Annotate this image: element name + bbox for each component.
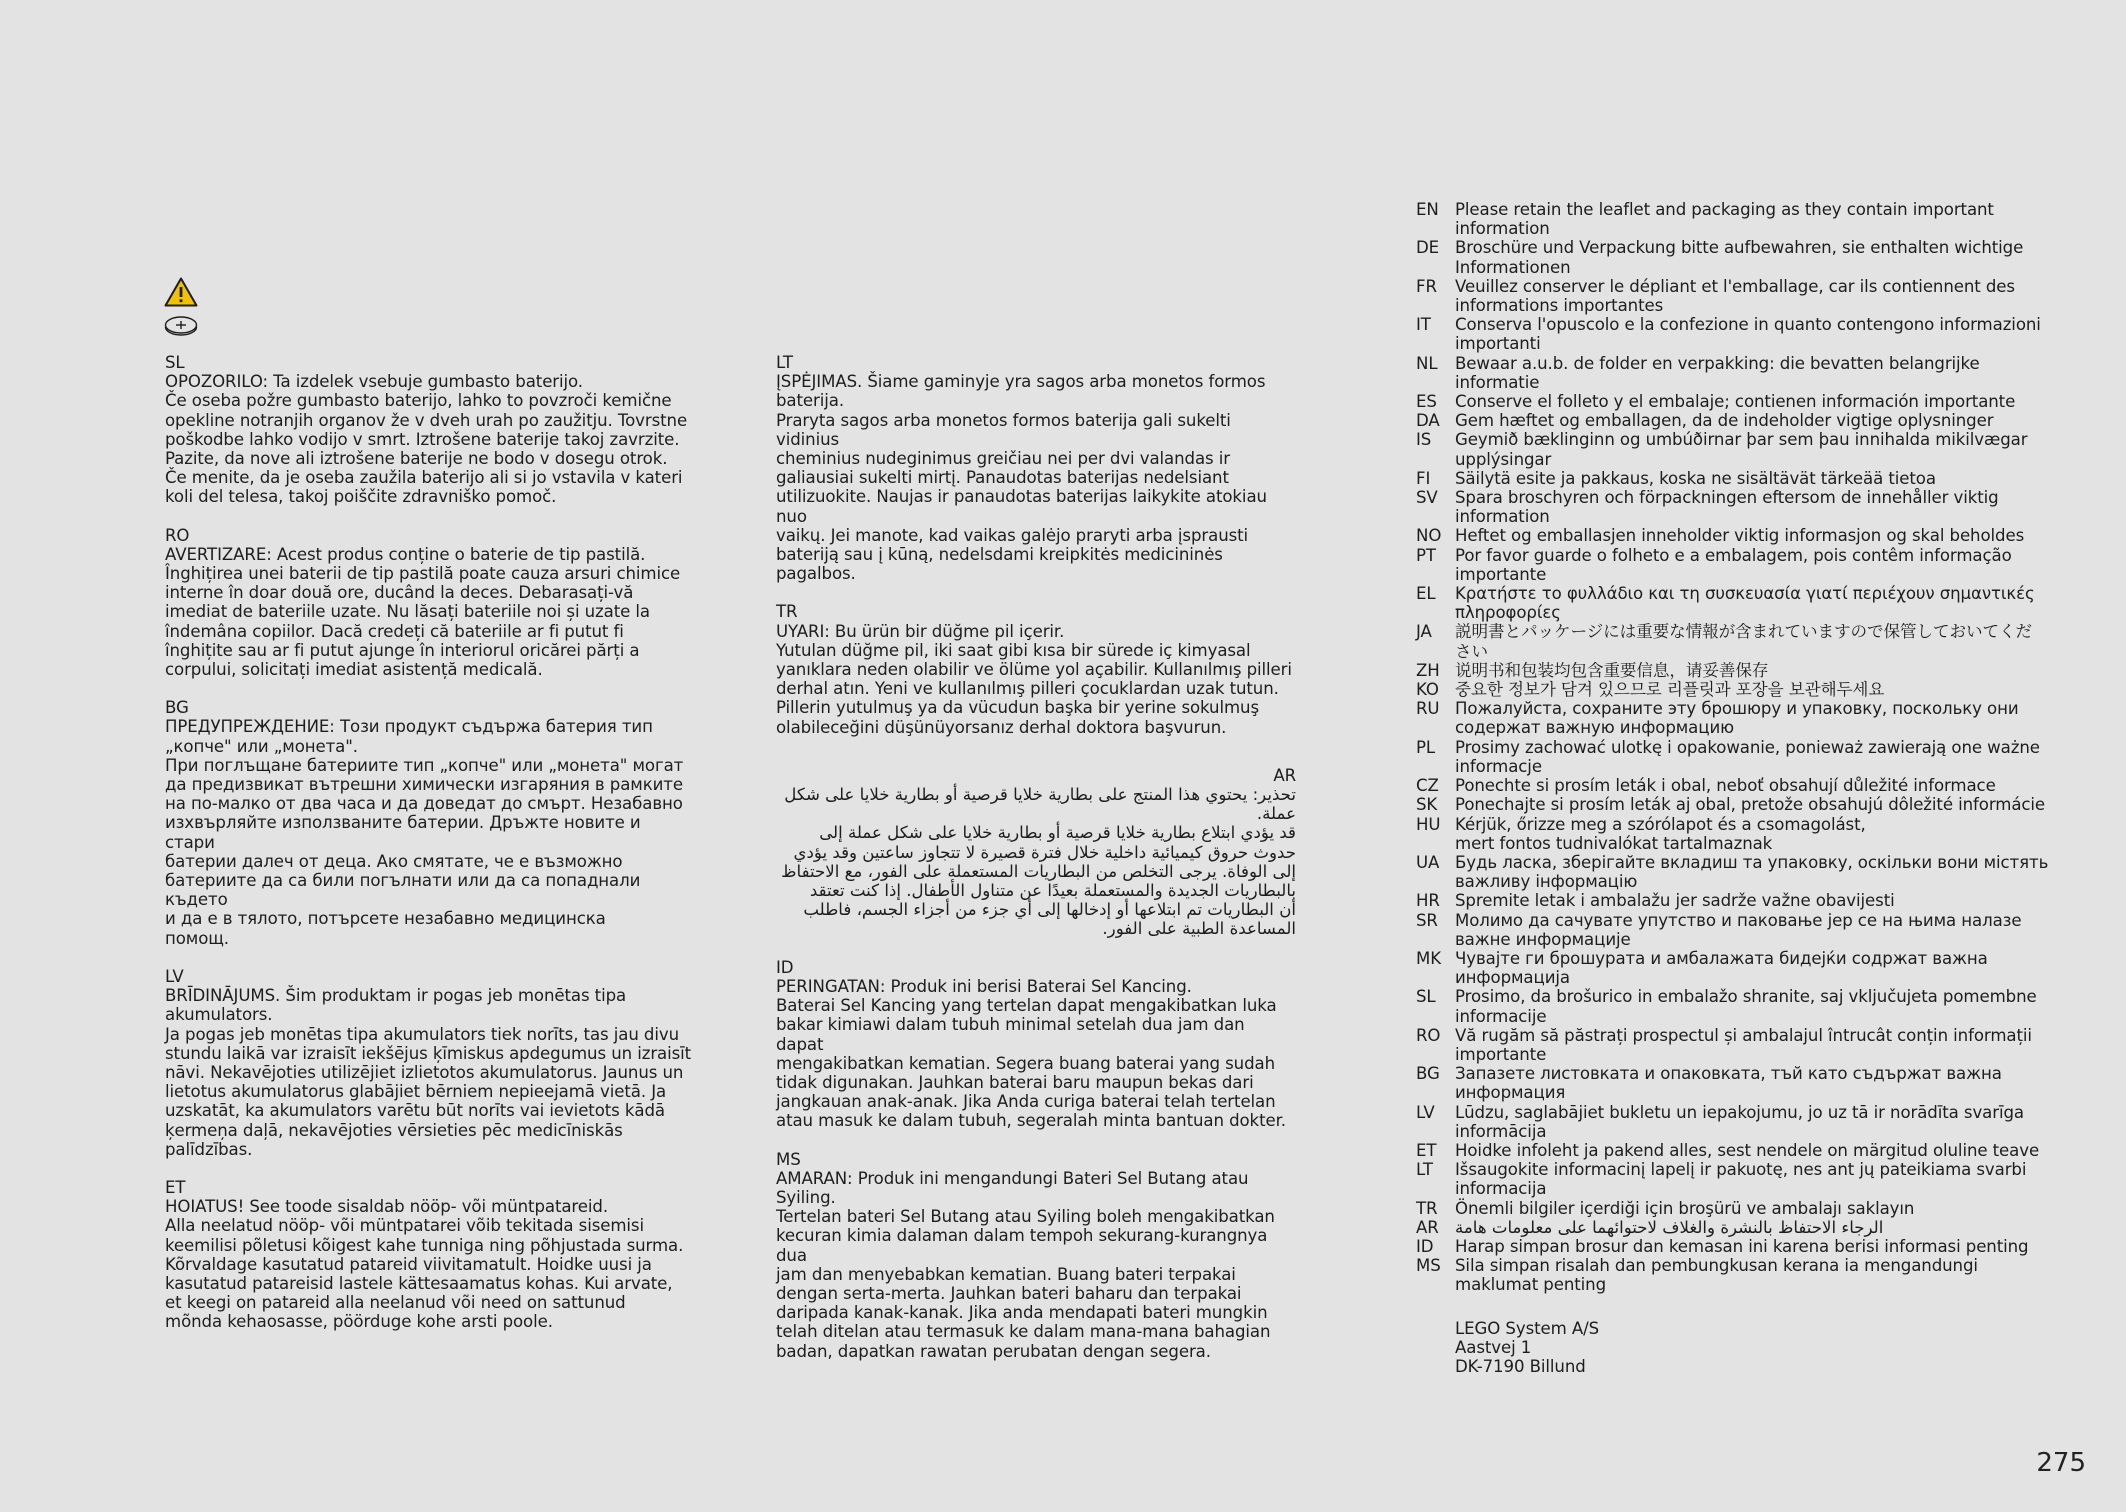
retain-notice-pl xyxy=(1416,757,2052,776)
language-code: ZH xyxy=(1416,660,1440,680)
warnings-column-middle xyxy=(776,353,1296,1380)
warning-line: înghițite sau ar fi putut ajunge în interiorul oricărei părți a xyxy=(165,640,640,660)
language-code: NO xyxy=(1416,526,1442,546)
retain-notice-es xyxy=(1416,392,2052,411)
notice-text: πληροφορίες xyxy=(1455,603,1561,623)
retain-notice-ar xyxy=(1416,1218,2052,1237)
language-code: LV xyxy=(1416,1102,1435,1122)
warning-line: батериите да са били погълнати или да са попаднали където xyxy=(165,871,641,910)
warning-line: telah ditelan atau termasuk ke dalam mana-mana bahagian xyxy=(776,1322,1271,1342)
warning-line: poškodbe lahko vodijo v smrt. Iztrošene baterije takoj zavrzite. xyxy=(165,429,680,449)
warning-line: galiausiai sukelti mirtį. Panaudotas baterijas nedelsiant xyxy=(776,468,1229,488)
address-company: LEGO System A/S xyxy=(1455,1318,1600,1338)
notice-text: Išsaugokite informacinį lapelį ir pakuotę, nes ant jų pateikiama svarbi xyxy=(1455,1160,2027,1180)
notice-text: mert fontos tudnivalókat tartalmaznak xyxy=(1455,833,1773,853)
retain-notice-bg xyxy=(1416,1083,2052,1102)
warning-line: yanıklara neden olabilir ve ölüme yol açabilir. Kullanılmış pilleri xyxy=(776,660,1292,680)
warning-line: Syiling. xyxy=(776,1187,836,1207)
notice-text: Sila simpan risalah dan pembungkusan kerana ia mengandungi xyxy=(1455,1256,1978,1276)
language-code: LV xyxy=(165,966,184,986)
notice-text: Prosimy zachować ulotkę i opakowanie, ponieważ zawierają one ważne xyxy=(1455,737,2040,757)
notice-text: Κρατήστε το φυλλάδιο και τη συσκευασία γιατί περιέχουν σημαντικές xyxy=(1455,584,2035,604)
notice-text: информација xyxy=(1455,968,1570,988)
retain-notice-ms xyxy=(1416,1275,2052,1294)
language-code xyxy=(1416,1122,1455,1141)
warning-line: أن البطاريات تم ابتلاعها أو إدخالها إلى أي جزء من أجزاء الجسم، فاطلب xyxy=(803,900,1296,920)
retain-notice-it xyxy=(1416,315,2052,334)
retain-notice-pl xyxy=(1416,738,2052,757)
retain-notice-zh xyxy=(1416,661,2052,680)
notice-text: Ponechajte si prosím leták aj obal, pretože obsahujú dôležité informácie xyxy=(1455,795,2046,815)
notice-text: informatie xyxy=(1455,372,1540,392)
notice-text: الرجاء الاحتفاظ بالنشرة والغلاف لاحتوائهما على معلومات هامة xyxy=(1455,1217,1884,1237)
language-code: SK xyxy=(1416,795,1438,815)
retain-notice-sr xyxy=(1416,930,2052,949)
warning-line: Pillerin yutulmuş ya da vücudun başka bir yerine sokulmuş xyxy=(776,698,1259,718)
language-code xyxy=(1416,450,1455,469)
language-code: PT xyxy=(1416,545,1436,565)
warning-line: عملة. xyxy=(1256,804,1296,824)
language-code xyxy=(1416,373,1455,392)
language-code: IT xyxy=(1416,315,1431,335)
retain-notice-sv xyxy=(1416,488,2052,507)
warning-line: батерии далеч от деца. Ако смятате, че е възможно xyxy=(165,851,623,871)
notice-text: Prosimo, da brošurico in embalažo shranite, saj vključujeta pomembne xyxy=(1455,987,2037,1007)
language-code: AR xyxy=(1273,765,1296,785)
retain-notice-en xyxy=(1416,200,2052,219)
language-code: EN xyxy=(1416,200,1439,219)
warning-line: PERINGATAN: Produk ini berisi Baterai Sel Kancing. xyxy=(776,976,1192,996)
language-code xyxy=(1416,258,1455,277)
warning-line: interne în doar două ore, ducând la deces. Debarasați-vă xyxy=(165,583,634,603)
language-code: FR xyxy=(1416,276,1437,296)
warning-line: إلى الوفاة. يرجى التخلص من البطاريات المستعملة على الفور، مع الاحتفاظ xyxy=(781,861,1296,881)
retain-notice-ua xyxy=(1416,872,2052,891)
notice-text: maklumat penting xyxy=(1455,1275,1607,1295)
warning-line: jangkauan anak-anak. Jika Anda curiga baterai telah tertelan xyxy=(776,1092,1276,1112)
language-code xyxy=(1416,565,1455,584)
notice-text: Hoidke infoleht ja pakend alles, sest nendele on märgitud oluline teave xyxy=(1455,1140,2040,1160)
notice-text: Please retain the leaflet and packaging as they contain important xyxy=(1455,200,1994,219)
notice-text: 説明書とパッケージには重要な情報が含まれていますので保管しておいてくだ xyxy=(1455,622,2032,642)
warning-line: keemilisi põletusi kõigest kahe tunniga ning põhjustada surma. xyxy=(165,1235,684,1255)
warning-line: Ja pogas jeb monētas tipa akumulators tiek norīts, tas jau divu xyxy=(165,1024,680,1044)
notice-text: Informationen xyxy=(1455,257,1571,277)
language-code xyxy=(1416,757,1455,776)
retain-notice-bg xyxy=(1416,1064,2052,1083)
notice-text: さい xyxy=(1455,641,1488,661)
address-street: Aastvej 1 xyxy=(1455,1337,1532,1357)
warning-line: opekline notranjih organov že v dveh urah po zaužitju. Tovrstne xyxy=(165,410,688,430)
notice-text: Broschüre und Verpackung bitte aufbewahren, sie enthalten wichtige xyxy=(1455,238,2024,258)
retain-notice-et xyxy=(1416,1141,2052,1160)
language-code: MS xyxy=(776,1149,801,1169)
notice-text: Spara broschyren och förpackningen eftersom de innehåller viktig xyxy=(1455,488,1999,508)
warning-line: UYARI: Bu ürün bir düğme pil içerir. xyxy=(776,621,1065,641)
notice-text: importante xyxy=(1455,564,1547,584)
notice-text: Veuillez conserver le dépliant et l'emballage, car ils contiennent des xyxy=(1455,276,2015,296)
language-code xyxy=(1416,507,1455,526)
warning-line: mengakibatkan kematian. Segera buang baterai yang sudah xyxy=(776,1053,1275,1073)
notice-text: Запазете листовката и опаковката, тъй като съдържат важна xyxy=(1455,1064,2002,1084)
language-code: RO xyxy=(1416,1025,1441,1045)
warning-line: ķermeņa daļā, nekavējoties vērsieties pēc medicīniskās xyxy=(165,1120,623,1140)
notice-text: 중요한 정보가 담겨 있으므로 리플릿과 포장을 보관해두세요 xyxy=(1455,680,1885,700)
warning-line: помощ. xyxy=(165,928,229,948)
warning-line: AMARAN: Produk ini mengandungi Bateri Sel Butang atau xyxy=(776,1168,1249,1188)
warning-line: et keegi on patareid alla neelanud või need on sattunud xyxy=(165,1293,626,1313)
warning-line: OPOZORILO: Ta izdelek vsebuje gumbasto baterijo. xyxy=(165,372,583,392)
warning-line: Baterai Sel Kancing yang tertelan dapat mengakibatkan luka xyxy=(776,996,1277,1016)
warning-block-bg xyxy=(165,698,695,948)
notice-text: Säilytä esite ja pakkaus, koska ne sisältävät tärkeää tietoa xyxy=(1455,468,1936,488)
language-code xyxy=(1416,1045,1455,1064)
warning-line: nāvi. Nekavējoties utilizējiet izlietotos akumulatorus. Jaunus un xyxy=(165,1062,684,1082)
warning-line: Če oseba požre gumbasto baterijo, lahko to povzroči kemične xyxy=(165,391,672,411)
retain-notice-sv xyxy=(1416,507,2052,526)
language-code: BG xyxy=(165,698,189,718)
notice-text: Kérjük, őrizze meg a szórólapot és a csomagolást, xyxy=(1455,814,1866,834)
notice-text: informacije xyxy=(1455,1006,1547,1026)
retain-notice-nl xyxy=(1416,354,2052,373)
retain-notice-list xyxy=(1416,200,2052,1295)
warning-line: corpului, solicitați imediat asistență medicală. xyxy=(165,660,543,680)
warning-line: stundu laikā var izraisīt iekšējus ķīmiskus apdegumus un izraisīt xyxy=(165,1043,692,1063)
warning-line: badan, dapatkan rawatan perubatan dengan segera. xyxy=(776,1341,1211,1361)
warning-line: ПРЕДУПРЕЖДЕНИЕ: Този продукт съдържа батерия тип xyxy=(165,717,653,737)
notice-text: Ponechte si prosím leták i obal, neboť obsahují důležité informace xyxy=(1455,776,1996,796)
warning-line: akumulators. xyxy=(165,1005,273,1025)
language-code: RU xyxy=(1416,699,1440,719)
notice-text: Conserve el folleto y el embalaje; contienen información importante xyxy=(1455,392,2016,412)
notice-text: Harap simpan brosur dan kemasan ini karena berisi informasi penting xyxy=(1455,1236,2029,1256)
warning-line: قد يؤدي ابتلاع بطارية خلايا قرصية أو بطارية خلايا على شكل عملة إلى xyxy=(819,823,1296,843)
retain-notice-ko xyxy=(1416,680,2052,699)
notice-text: информация xyxy=(1455,1083,1566,1103)
warning-line: на по-малко от два часа и да доведат до смърт. Незабавно xyxy=(165,794,683,814)
retain-notice-fr xyxy=(1416,277,2052,296)
language-code: BG xyxy=(1416,1064,1440,1084)
warning-line: dengan serta-merta. Jauhkan bateri baharu dan terpakai xyxy=(776,1283,1242,1303)
language-code xyxy=(1416,334,1455,353)
retain-notice-it xyxy=(1416,334,2052,353)
page-number: 275 xyxy=(2036,1448,2086,1478)
language-code xyxy=(1416,930,1455,949)
warning-line: HOIATUS! See toode sisaldab nööp- või müntpatareid. xyxy=(165,1197,609,1217)
retain-notice-fr xyxy=(1416,296,2052,315)
warning-block-ms xyxy=(776,1150,1296,1361)
retain-notice-lv xyxy=(1416,1103,2052,1122)
language-code xyxy=(1416,1083,1455,1102)
warning-block-sl xyxy=(165,353,695,507)
language-code: SR xyxy=(1416,910,1438,930)
language-code: RO xyxy=(165,525,190,545)
warning-line: حدوث حروق كيميائية داخلية خلال فترة قصيرة لا تتجاوز ساعتين وقد يؤدي xyxy=(793,842,1296,862)
language-code: IS xyxy=(1416,430,1432,450)
warning-line: imediat de bateriile uzate. Nu lăsați bateriile noi și uzate la xyxy=(165,602,650,622)
warning-line: При поглъщане батериите тип „копче" или „монета" могат xyxy=(165,755,684,775)
language-code xyxy=(1416,296,1455,315)
warning-line: и да е в тялото, потърсете незабавно медицинска xyxy=(165,909,606,929)
warning-line: Kõrvaldage kasutatud patareid viivitamatult. Hoidke uusi ja xyxy=(165,1254,652,1274)
warning-line: تحذير: يحتوي هذا المنتج على بطارية خلايا قرصية أو بطارية خلايا على شكل xyxy=(784,785,1296,805)
retain-notice-pt xyxy=(1416,546,2052,565)
warning-block-ro xyxy=(165,526,695,680)
language-code xyxy=(1416,968,1455,987)
address-city: DK-7190 Billund xyxy=(1455,1356,1586,1376)
notice-text: важливу інформацію xyxy=(1455,872,1638,892)
notice-text: Пожалуйста, сохраните эту брошюру и упаковку, поскольку они xyxy=(1455,699,2019,719)
warning-block-et xyxy=(165,1178,695,1332)
warning-line: „копче" или „монета". xyxy=(165,736,358,756)
notice-text: upplýsingar xyxy=(1455,449,1552,469)
retain-notice-hu xyxy=(1416,834,2052,853)
language-code: TR xyxy=(776,602,798,622)
notice-text: informations importantes xyxy=(1455,296,1664,316)
notice-text: Lūdzu, saglabājiet bukletu un iepakojumu, jo uz tā ir norādīta svarīga xyxy=(1455,1102,2024,1122)
retain-notice-ru xyxy=(1416,718,2052,737)
language-code: AR xyxy=(1416,1217,1439,1237)
retain-notice-no xyxy=(1416,526,2052,545)
notice-text: Önemli bilgiler içerdiği için broşürü ve ambalajı saklayın xyxy=(1455,1198,1915,1218)
retain-notice-is xyxy=(1416,450,2052,469)
warning-triangle-icon xyxy=(164,277,198,307)
notice-text: Gem hæftet og emballagen, da de indeholder vigtige oplysninger xyxy=(1455,411,1994,431)
warning-line: بالبطاريات الجديدة والمستعملة بعيدًا عن متناول الأطفال. إذا كنت تعتقد xyxy=(809,881,1296,901)
retain-notice-nl xyxy=(1416,373,2052,392)
language-code xyxy=(1416,603,1455,622)
retain-notice-sr xyxy=(1416,911,2052,930)
retain-notice-ja xyxy=(1416,642,2052,661)
notice-text: informacje xyxy=(1455,756,1542,776)
language-code: DE xyxy=(1416,238,1440,258)
language-code: FI xyxy=(1416,468,1431,488)
notice-text: Bewaar a.u.b. de folder en verpakking: die bevatten belangrijke xyxy=(1455,353,1980,373)
language-code xyxy=(1416,1179,1455,1198)
language-code: MK xyxy=(1416,948,1441,968)
warning-line: utilizuokite. Naujas ir panaudotas baterijas laikykite atokiau nuo xyxy=(776,487,1267,526)
notice-text: Чувајте ги брошурата и амбалажата бидејќи содржат важна xyxy=(1455,948,1988,968)
retain-notice-ro xyxy=(1416,1026,2052,1045)
warning-line: palīdzības. xyxy=(165,1139,253,1159)
retain-notice-el xyxy=(1416,603,2052,622)
warning-line: olabileceğini düşünüyorsanız derhal doktora başvurun. xyxy=(776,717,1227,737)
warning-block-ar xyxy=(776,766,1296,939)
language-code: ES xyxy=(1416,392,1437,412)
retain-notice-sl xyxy=(1416,1007,2052,1026)
notice-text: informacija xyxy=(1455,1179,1547,1199)
language-code: JA xyxy=(1416,622,1432,642)
warning-line: Če menite, da je oseba zaužila baterijo ali si jo vstavila v kateri xyxy=(165,468,683,488)
notice-text: information xyxy=(1455,507,1550,527)
warning-line: koli del telesa, takoj poiščite zdravniško pomoč. xyxy=(165,487,557,507)
language-code: LT xyxy=(1416,1160,1433,1180)
notice-text: Будь ласка, зберігайте вкладиш та упаковку, оскільки вони містять xyxy=(1455,852,2049,872)
notice-text: Spremite letak i ambalažu jer sadrže važne obavijesti xyxy=(1455,891,1895,911)
language-code xyxy=(1416,718,1455,737)
warning-line: bateriją sau į kūną, nedelsdami kreipkitės medicininės xyxy=(776,545,1223,565)
warning-line: да предизвикат вътрешни химически изгаряния в рамките xyxy=(165,775,683,795)
retain-notice-el xyxy=(1416,584,2052,603)
notice-text: содержат важную информацию xyxy=(1455,718,1734,738)
warning-line: daripada kanak-kanak. Jika anda mendapati bateri mungkin xyxy=(776,1303,1268,1323)
warning-line: kasutatud patareisid lastele kättesaamatus kohas. Kui arvate, xyxy=(165,1273,673,1293)
language-code: DA xyxy=(1416,411,1440,431)
retain-notice-ua xyxy=(1416,853,2052,872)
language-code xyxy=(1416,1275,1455,1294)
notice-text: Молимо да сачувате упутство и паковање јер се на њима налазе xyxy=(1455,910,2022,930)
retain-notice-hu xyxy=(1416,815,2052,834)
language-code: UA xyxy=(1416,852,1440,872)
notice-text: Heftet og emballasjen inneholder viktig informasjon og skal beholdes xyxy=(1455,526,2025,546)
warning-line: bakar kimiawi dalam tubuh minimal setelah dua jam dan dapat xyxy=(776,1015,1245,1054)
language-code: PL xyxy=(1416,737,1436,757)
retain-notice-ru xyxy=(1416,699,2052,718)
notice-text: importanti xyxy=(1455,334,1541,354)
warning-line: baterija. xyxy=(776,391,845,411)
notice-text: informācija xyxy=(1455,1121,1547,1141)
retain-notice-en xyxy=(1416,219,2052,238)
warning-line: BRĪDINĀJUMS. Šim produktam ir pogas jeb monētas tipa xyxy=(165,986,627,1006)
warning-block-id xyxy=(776,958,1296,1131)
retain-notice-ro xyxy=(1416,1045,2052,1064)
warning-line: cheminius nudeginimus greičiau nei per dvi valandas ir xyxy=(776,449,1230,469)
warning-line: lietotus akumulatorus glabājiet bērniem nepieejamā vietā. Ja xyxy=(165,1082,667,1102)
retain-notice-de xyxy=(1416,258,2052,277)
warning-block-lv xyxy=(165,967,695,1159)
retain-notice-lt xyxy=(1416,1160,2052,1179)
notice-text: information xyxy=(1455,219,1550,239)
language-code: SL xyxy=(165,353,185,372)
retain-notice-ja xyxy=(1416,622,2052,641)
language-code: EL xyxy=(1416,584,1436,604)
language-code: ET xyxy=(165,1177,186,1197)
retain-notice-mk xyxy=(1416,949,2052,968)
retain-notice-hr xyxy=(1416,891,2052,910)
warning-line: mõnda kehaosasse, pöörduge kohe arsti poole. xyxy=(165,1312,553,1332)
language-code xyxy=(1416,642,1455,661)
warning-line: derhal atın. Yeni ve kullanılmış pilleri çocuklardan uzak tutun. xyxy=(776,679,1279,699)
warning-line: kecuran kimia dalaman dalam tempoh sekurang-kurangnya dua xyxy=(776,1226,1268,1265)
warning-line: Yutulan düğme pil, iki saat gibi kısa bir sürede iç kimyasal xyxy=(776,640,1251,660)
manufacturer-address xyxy=(1455,1319,2052,1377)
warning-line: vaikų. Jei manote, kad vaikas galėjo praryti arba įsprausti xyxy=(776,525,1249,545)
warning-block-lt xyxy=(776,353,1296,583)
retain-notice-is xyxy=(1416,430,2052,449)
retain-notice-de xyxy=(1416,238,2052,257)
retain-notice-cz xyxy=(1416,776,2052,795)
language-code xyxy=(1416,219,1455,238)
language-code: SV xyxy=(1416,488,1438,508)
warning-line: ĮSPĖJIMAS. Šiame gaminyje yra sagos arba monetos formos xyxy=(776,372,1266,392)
notice-text: Geymið bæklinginn og umbúðirnar þar sem þau innihalda mikilvægar xyxy=(1455,430,2028,450)
coin-battery-icon xyxy=(164,315,198,337)
notice-text: важне информације xyxy=(1455,929,1631,949)
notice-text: Conserva l'opuscolo e la confezione in quanto contengono informazioni xyxy=(1455,315,2041,335)
retain-notice-ms xyxy=(1416,1256,2052,1275)
safety-icons xyxy=(164,277,200,337)
warning-line: المساعدة الطبية على الفور. xyxy=(1102,919,1296,939)
retain-notice-pt xyxy=(1416,565,2052,584)
language-code: HR xyxy=(1416,891,1440,911)
language-code: ID xyxy=(1416,1236,1434,1256)
warnings-column-left xyxy=(165,353,695,1351)
language-code: MS xyxy=(1416,1256,1441,1276)
notice-text: 说明书和包装均包含重要信息，请妥善保存 xyxy=(1455,660,1769,680)
retain-notice-da xyxy=(1416,411,2052,430)
warning-line: tidak digunakan. Jauhkan baterai baru maupun bekas dari xyxy=(776,1072,1254,1092)
language-code xyxy=(1416,872,1455,891)
language-code xyxy=(1416,834,1455,853)
retain-notice-column xyxy=(1416,200,2052,1376)
notice-text: Vă rugăm să păstrați prospectul și ambalajul întrucât conțin informații xyxy=(1455,1025,2032,1045)
retain-notice-sk xyxy=(1416,795,2052,814)
language-code: KO xyxy=(1416,680,1439,700)
retain-notice-lv xyxy=(1416,1122,2052,1141)
warning-line: pagalbos. xyxy=(776,564,856,584)
retain-notice-id xyxy=(1416,1237,2052,1256)
language-code: TR xyxy=(1416,1198,1438,1218)
language-code: LT xyxy=(776,353,793,372)
retain-notice-sl xyxy=(1416,987,2052,1006)
warning-line: изхвърляйте използваните батерии. Дръжте новите и стари xyxy=(165,813,641,852)
language-code: HU xyxy=(1416,814,1441,834)
language-code: ET xyxy=(1416,1140,1437,1160)
notice-text: importante xyxy=(1455,1044,1547,1064)
retain-notice-lt xyxy=(1416,1179,2052,1198)
warning-line: jam dan menyebabkan kematian. Buang bateri terpakai xyxy=(776,1264,1236,1284)
warning-line: Pazite, da nove ali iztrošene baterije ne bodo v dosegu otrok. xyxy=(165,449,668,469)
language-code: CZ xyxy=(1416,776,1439,796)
retain-notice-tr xyxy=(1416,1199,2052,1218)
warning-line: Înghițirea unei baterii de tip pastilă poate cauza arsuri chimice xyxy=(165,564,681,584)
warning-line: Praryta sagos arba monetos formos baterija gali sukelti vidinius xyxy=(776,410,1231,449)
warning-line: uzskatāt, ka akumulators varētu būt norīts vai ievietots kādā xyxy=(165,1101,665,1121)
warning-block-tr xyxy=(776,602,1296,736)
warning-line: îndemâna copiilor. Dacă credeți că bateriile ar fi putut fi xyxy=(165,621,624,641)
language-code: ID xyxy=(776,957,794,977)
warning-line: Tertelan bateri Sel Butang atau Syiling boleh mengakibatkan xyxy=(776,1207,1275,1227)
retain-notice-mk xyxy=(1416,968,2052,987)
language-code xyxy=(1416,1007,1455,1026)
warning-line: AVERTIZARE: Acest produs conține o baterie de tip pastilă. xyxy=(165,544,646,564)
language-code: SL xyxy=(1416,987,1436,1007)
warning-line: atau masuk ke dalam tubuh, segeralah minta bantuan dokter. xyxy=(776,1111,1286,1131)
warning-line: Alla neelatud nööp- või müntpatarei võib tekitada sisemisi xyxy=(165,1216,644,1236)
retain-notice-fi xyxy=(1416,469,2052,488)
notice-text: Por favor guarde o folheto e a embalagem, pois contêm informação xyxy=(1455,545,2012,565)
language-code: NL xyxy=(1416,353,1438,373)
